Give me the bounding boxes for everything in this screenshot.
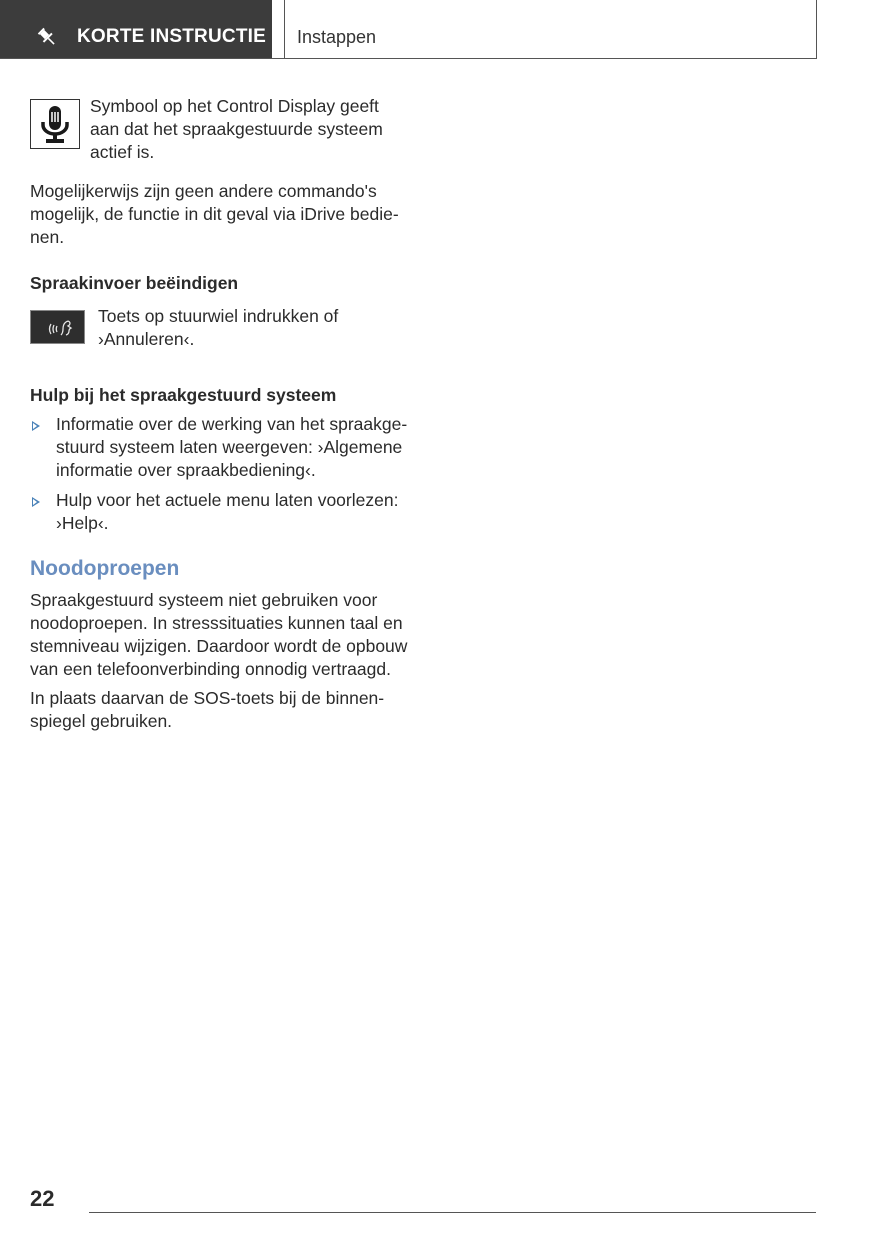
voice-button-icon xyxy=(31,311,86,345)
paragraph-emergency-2: In plaats daarvan de SOS-toets bij de binnenspiegel gebruiken. xyxy=(30,688,385,731)
voice-button-text: Toets op stuurwiel indrukken of ›Annuleren‹. xyxy=(98,306,339,349)
triangle-bullet-icon xyxy=(32,421,40,431)
chapter-tab xyxy=(0,0,272,59)
paragraph-other-commands: Mogelijkerwijs zijn geen andere commando's mogelijk, de functie in dit geval via iDrive bedienen. xyxy=(30,181,399,247)
header-divider xyxy=(0,58,816,59)
paragraph-emergency-1: Spraakgestuurd systeem niet gebruiken voor noodoproepen. In stresssituaties kunnen taal en stemniveau wijzigen. Daardoor wordt de opbouw van een telefoonverbinding onnodig vertraagd. xyxy=(30,590,408,679)
list-item xyxy=(30,489,410,535)
footer-divider xyxy=(89,1212,816,1213)
heading-end-voice-input: Spraakinvoer beëindigen xyxy=(30,273,239,293)
list-item-text: Informatie over de werking van het spraakgestuurd systeem laten weergeven: ›Algemene informatie over spraakbediening‹. xyxy=(56,414,408,480)
chapter-title: KORTE INSTRUCTIE xyxy=(77,26,266,47)
microphone-symbol-box xyxy=(30,99,80,149)
microphone-symbol-text: Symbool op het Control Display geeft aan dat het spraakgestuurde systeem actief is. xyxy=(90,96,383,162)
triangle-bullet-icon xyxy=(32,497,40,507)
pin-icon xyxy=(36,26,58,48)
page-number: 22 xyxy=(30,1186,55,1211)
help-list xyxy=(30,413,410,542)
heading-help: Hulp bij het spraakgestuurd systeem xyxy=(30,385,337,405)
list-item-text: Hulp voor het actuele menu laten voorlezen: ›Help‹. xyxy=(56,490,399,533)
microphone-icon xyxy=(31,100,79,148)
section-title: Instappen xyxy=(297,27,377,47)
steering-voice-button-box xyxy=(30,310,85,344)
section-tab xyxy=(284,0,817,59)
heading-emergency-calls: Noodoproepen xyxy=(30,557,180,580)
list-item xyxy=(30,413,410,482)
